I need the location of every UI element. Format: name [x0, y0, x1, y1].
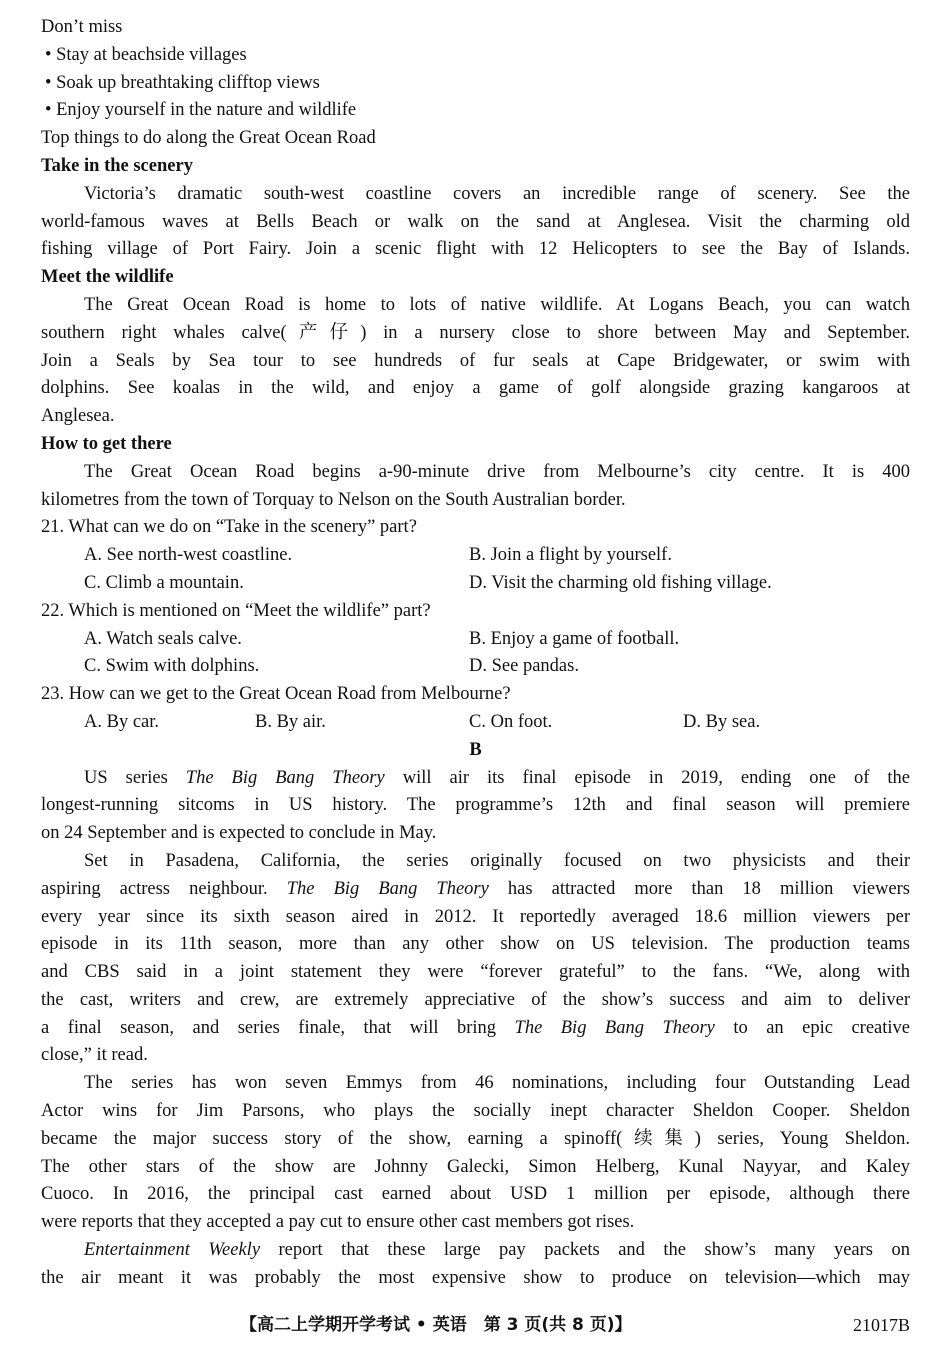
option-row	[41, 709, 910, 737]
paragraph-line: The Great Ocean Road is home to lots of native wildlife. At Logans Beach, you can watch	[84, 294, 910, 315]
paragraph-line: The series has won seven Emmys from 46 nominations, including four Outstanding Lead	[84, 1073, 910, 1094]
paragraph-line: dolphins. See koalas in the wild, and enjoy a game of golf alongside grazing kangaroos at	[41, 378, 910, 399]
publication-title: Entertainment Weekly	[84, 1240, 261, 1261]
show-title: The Big Bang Theory	[514, 1017, 715, 1038]
paragraph-line: episode in its 11th season, more than any other show on US television. The production teams	[41, 934, 910, 955]
passage-label: B	[469, 739, 482, 760]
footer-title: 【高二上学期开学考试 • 英语 第 3 页(共 8 页)】	[240, 1315, 632, 1335]
exam-code: 21017B	[852, 1315, 910, 1335]
paragraph-line: became the major success story of the show, earning a spinoff(续集) series, Young Sheldon.	[41, 1128, 910, 1149]
paragraph-line: world-famous waves at Bells Beach or walk on the sand at Anglesea. Visit the charming old	[41, 211, 910, 232]
paragraph-line: Actor wins for Jim Parsons, who plays the socially inept character Sheldon Cooper. Sheldon	[41, 1101, 910, 1122]
paragraph-line: Cuoco. In 2016, the principal cast earned about USD 1 million per episode, although there	[41, 1184, 910, 1205]
question-stem: 23. How can we get to the Great Ocean Road from Melbourne?	[41, 684, 511, 705]
paragraph-line: the cast, writers and crew, are extremely appreciative of the show’s success and aim to deliver	[41, 989, 910, 1010]
option-d[interactable]: D. Visit the charming old fishing village.	[469, 572, 772, 593]
bullet-item: • Soak up breathtaking clifftop views	[45, 72, 320, 93]
dont-miss-label: Don’t miss	[41, 17, 123, 37]
paragraph-line: longest-running sitcoms in US history. The programme’s 12th and final season will premiere	[41, 795, 910, 816]
question-stem: 22. Which is mentioned on “Meet the wildlife” part?	[41, 600, 431, 621]
paragraph-line: and CBS said in a joint statement they were “forever grateful” to the fans. “We, along with	[41, 962, 910, 983]
paragraph-line: a final season, and series finale, that will bring The Big Bang Theory to an epic creative	[41, 1017, 910, 1038]
option-row	[41, 626, 910, 654]
option-c[interactable]: C. Swim with dolphins.	[84, 656, 260, 677]
paragraph-line: southern right whales calve(产仔) in a nursery close to shore between May and September.	[41, 322, 910, 343]
paragraph-line: Set in Pasadena, California, the series originally focused on two physicists and their	[84, 850, 910, 871]
paragraph-line: US series The Big Bang Theory will air its final episode in 2019, ending one of the	[84, 767, 910, 788]
page-footer	[0, 1312, 950, 1340]
option-b[interactable]: B. Enjoy a game of football.	[469, 628, 680, 649]
paragraph-line: The Great Ocean Road begins a-90-minute drive from Melbourne’s city centre. It is 400	[84, 461, 910, 482]
option-d[interactable]: D. By sea.	[683, 711, 761, 732]
section-heading: Meet the wildlife	[41, 267, 174, 288]
paragraph-line: on 24 September and is expected to conclude in May.	[41, 823, 437, 844]
paragraph-line: Join a Seals by Sea tour to see hundreds of fur seals at Cape Bridgewater, or swim with	[41, 350, 910, 371]
option-row	[41, 653, 910, 681]
top-things-label: Top things to do along the Great Ocean Road	[41, 128, 376, 149]
bullet-item: • Stay at beachside villages	[45, 44, 247, 65]
paragraph-line: The other stars of the show are Johnny Galecki, Simon Helberg, Kunal Nayyar, and Kaley	[41, 1156, 910, 1177]
show-title: The Big Bang Theory	[286, 878, 489, 899]
page-content	[41, 14, 910, 1293]
section-heading: How to get there	[41, 433, 172, 454]
option-c[interactable]: C. Climb a mountain.	[84, 572, 244, 593]
question-stem: 21. What can we do on “Take in the scenery” part?	[41, 517, 417, 538]
paragraph-line: Anglesea.	[41, 406, 115, 427]
paragraph-line: Entertainment Weekly report that these large pay packets and the show’s many years on	[84, 1240, 910, 1261]
show-title: The Big Bang Theory	[185, 767, 385, 788]
option-row	[41, 570, 910, 598]
paragraph-line: fishing village of Port Fairy. Join a scenic flight with 12 Helicopters to see the Bay of Islands.	[41, 239, 910, 260]
paragraph-line: every year since its sixth season aired in 2012. It reportedly averaged 18.6 million viewers per	[41, 906, 910, 927]
option-d[interactable]: D. See pandas.	[469, 656, 579, 677]
paragraph-line: were reports that they accepted a pay cut to ensure other cast members got rises.	[41, 1212, 635, 1233]
paragraph-line: Victoria’s dramatic south-west coastline covers an incredible range of scenery. See the	[84, 183, 910, 204]
option-a[interactable]: A. Watch seals calve.	[84, 628, 242, 649]
paragraph-line: aspiring actress neighbour. The Big Bang Theory has attracted more than 18 million viewers	[41, 878, 910, 899]
paragraph-line: the air meant it was probably the most expensive show to produce on television—which may	[41, 1267, 910, 1288]
bullet-item: • Enjoy yourself in the nature and wildlife	[45, 100, 357, 121]
paragraph-line: kilometres from the town of Torquay to Nelson on the South Australian border.	[41, 489, 626, 510]
option-b[interactable]: B. Join a flight by yourself.	[469, 545, 672, 566]
paragraph-line: close,” it read.	[41, 1045, 148, 1066]
option-c[interactable]: C. On foot.	[469, 711, 553, 732]
section-heading: Take in the scenery	[41, 155, 193, 176]
option-row	[41, 542, 910, 570]
option-a[interactable]: A. See north-west coastline.	[84, 545, 293, 566]
option-a[interactable]: A. By car.	[84, 711, 160, 732]
option-b[interactable]: B. By air.	[255, 711, 326, 732]
